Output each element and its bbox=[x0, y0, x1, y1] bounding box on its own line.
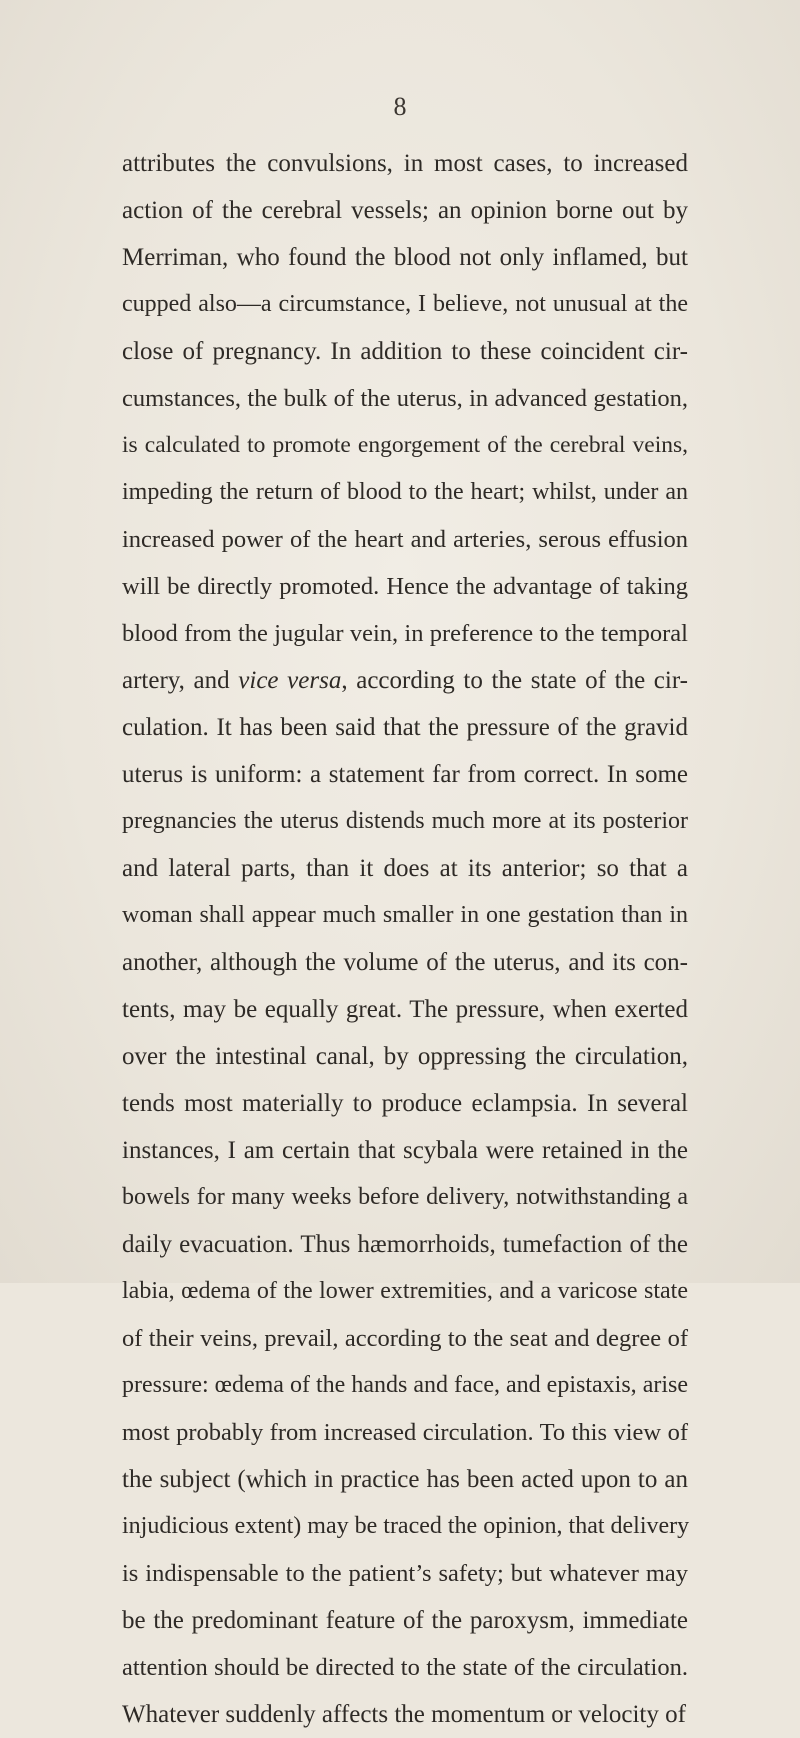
page-number: 8 bbox=[393, 92, 407, 121]
text-line: labia, œdema of the lower extremities, and a varicose state bbox=[122, 1278, 688, 1304]
text-line: woman shall appear much smaller in one gestation than in bbox=[122, 902, 688, 928]
text-line: attention should be directed to the state of the circulation. bbox=[122, 1654, 688, 1681]
italic-phrase: vice versa bbox=[238, 667, 342, 694]
text-line-with-italic bbox=[122, 657, 688, 704]
text-line: pressure: œdema of the hands and face, and epistaxis, arise bbox=[122, 1372, 688, 1398]
text-line: bowels for many weeks before delivery, notwithstanding a bbox=[122, 1184, 688, 1210]
text-line: over the intestinal canal, by oppressing the circulation, bbox=[122, 1043, 688, 1070]
text-line: tends most materially to produce eclampsia. In several bbox=[122, 1090, 688, 1117]
text-line: is indispensable to the patient’s safety; but whatever may bbox=[122, 1560, 688, 1587]
body-text bbox=[122, 140, 688, 1738]
text-line: be the predominant feature of the paroxysm, immediate bbox=[122, 1607, 688, 1634]
text-line: and lateral parts, than it does at its anterior; so that a bbox=[122, 855, 688, 882]
text-line: Whatever suddenly affects the momentum or velocity of bbox=[122, 1701, 686, 1728]
text-line: pregnancies the uterus distends much more at its posterior bbox=[122, 808, 688, 834]
text-line: action of the cerebral vessels; an opinion borne out by bbox=[122, 197, 688, 224]
text-line: instances, I am certain that scybala were retained in the bbox=[122, 1137, 688, 1164]
text-line: will be directly promoted. Hence the advantage of taking bbox=[122, 573, 688, 600]
text-line: of their veins, prevail, according to the seat and degree of bbox=[122, 1325, 688, 1352]
text-line: increased power of the heart and arteries, serous effusion bbox=[122, 526, 688, 553]
text-line: cumstances, the bulk of the uterus, in advanced gestation, bbox=[122, 385, 688, 412]
text-line: attributes the convulsions, in most cases, to increased bbox=[122, 150, 688, 177]
text-segment: , according to the state of the cir- bbox=[341, 667, 688, 694]
text-line: close of pregnancy. In addition to these coincident cir- bbox=[122, 338, 688, 365]
text-line: cupped also—a circumstance, I believe, not unusual at the bbox=[122, 291, 688, 317]
text-line: tents, may be equally great. The pressure, when exerted bbox=[122, 996, 688, 1023]
text-line: injudicious extent) may be traced the opinion, that delivery bbox=[122, 1513, 690, 1539]
text-line: the subject (which in practice has been acted upon to an bbox=[122, 1466, 688, 1493]
text-line: impeding the return of blood to the heart; whilst, under an bbox=[122, 479, 688, 505]
text-segment: artery, and bbox=[122, 667, 239, 694]
text-line: daily evacuation. Thus hæmorrhoids, tumefaction of the bbox=[122, 1231, 688, 1258]
text-line: is calculated to promote engorgement of the cerebral veins, bbox=[122, 432, 688, 458]
text-line: another, although the volume of the uterus, and its con- bbox=[122, 949, 688, 976]
text-line: uterus is uniform: a statement far from correct. In some bbox=[122, 761, 688, 788]
text-line: most probably from increased circulation. To this view of bbox=[122, 1419, 688, 1446]
text-line: blood from the jugular vein, in preference to the temporal bbox=[122, 620, 688, 647]
text-line: Merriman, who found the blood not only inflamed, but bbox=[122, 244, 688, 271]
text-line: culation. It has been said that the pressure of the gravid bbox=[122, 714, 688, 741]
